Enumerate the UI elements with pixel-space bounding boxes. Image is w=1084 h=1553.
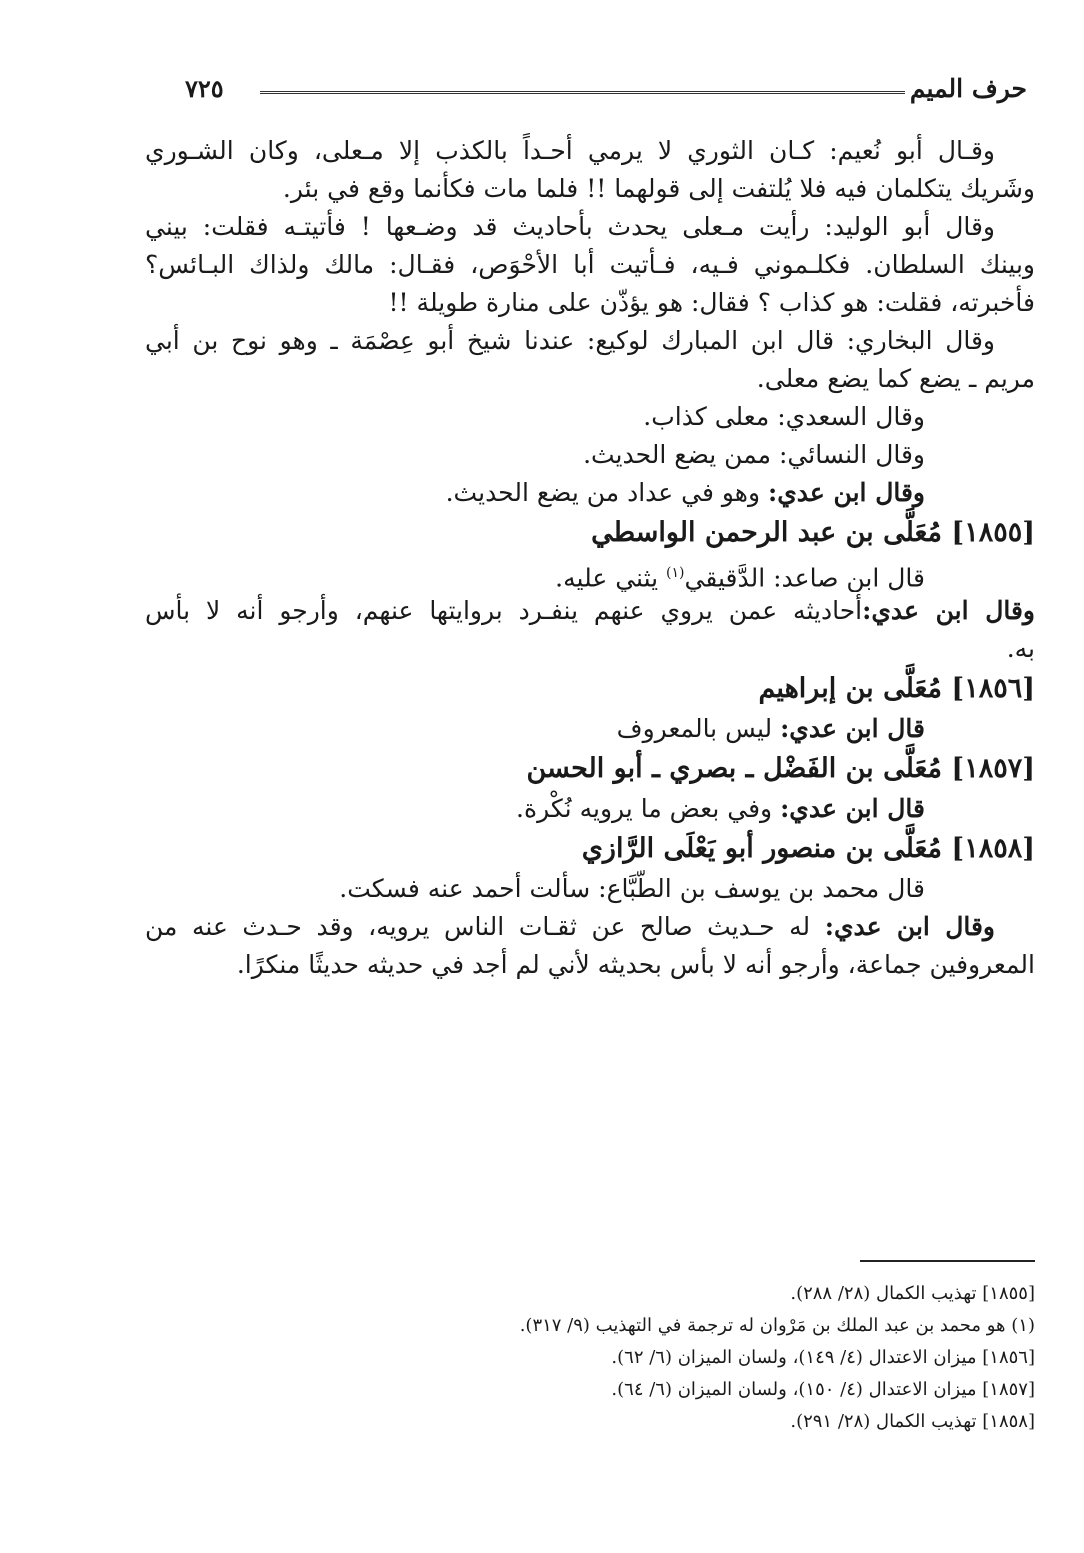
speaker-label: وقال ابن عدي: <box>824 912 996 941</box>
text-line <box>145 554 1035 592</box>
text-line: وقال البخاري: قال ابن المبارك لوكيع: عندنا شيخ أبو عِصْمَة ـ وهو نوح بن أبي <box>145 326 995 355</box>
header-rule <box>260 91 905 94</box>
footnotes <box>145 1278 1035 1438</box>
footnote-item: [١٨٥٨] تهذيب الكمال (٢٨/ ٢٩١). <box>790 1411 1035 1432</box>
text-line: وقـال أبو نُعيم: كـان الثوري لا يرمي أحـداً بالكذب إلا مـعلى، وكان الشـوري <box>145 136 995 165</box>
quote-text: وفي بعض ما يرويه نُكْرة. <box>516 794 781 823</box>
footnote-item: (١) هو محمد بن عبد الملك بن مَرْوان له ترجمة في التهذيب (٩/ ٣١٧). <box>519 1315 1035 1336</box>
text-line: وبينك السلطان. فكلـموني فـيه، فـأتيت أبا الأحْوَص، فقـال: مالك ولذاك البـائس؟ <box>145 250 1035 279</box>
text-line <box>145 592 1035 630</box>
speaker-label: قال ابن عدي: <box>780 794 925 823</box>
footnote-separator <box>860 1260 1035 1262</box>
text-line <box>145 908 1035 946</box>
speaker-label: وقال ابن عدي: <box>768 478 925 507</box>
quote-text: قال ابن صاعد: الدَّقيقي <box>684 563 925 592</box>
text-line <box>145 710 1035 748</box>
quote-text: وهو في عداد من يضع الحديث. <box>445 478 769 507</box>
text-line: فأخبرته، فقلت: هو كذاب ؟ فقال: هو يؤذّن على منارة طويلة !! <box>388 288 1035 317</box>
entry-heading-1856: [١٨٥٦] مُعَلَّى بن إبراهيم <box>758 673 1035 704</box>
text-line: وشَريك يتكلمان فيه فلا يُلتفت إلى قولهما !! فلما مات فكأنما وقع في بئر. <box>282 174 1035 203</box>
footnote-item: [١٨٥٥] تهذيب الكمال (٢٨/ ٢٨٨). <box>790 1283 1035 1304</box>
text-line <box>145 474 1035 512</box>
speaker-label: قال ابن عدي: <box>780 714 925 743</box>
page-number: ٧٢٥ <box>185 74 224 103</box>
text-line: وقال النسائي: ممن يضع الحديث. <box>583 440 925 469</box>
running-header <box>145 70 1035 114</box>
quote-text: يثني عليه. <box>555 563 667 592</box>
text-line: به. <box>1006 634 1035 663</box>
chapter-title: حرف الميم <box>909 74 1027 103</box>
text-line: وقال أبو الوليد: رأيت مـعلى يحدث بأحاديث قد وضـعها ! فأتيتـه فقلت: بيني <box>145 212 995 241</box>
text-line <box>145 790 1035 828</box>
text-line: قال محمد بن يوسف بن الطَّبَّاع: سألت أحمد عنه فسكت. <box>339 874 925 903</box>
entry-heading-1857: [١٨٥٧] مُعَلَّى بن الفَضْل ـ بصري ـ أبو الحسن <box>526 753 1035 784</box>
text-line: وقال السعدي: معلى كذاب. <box>643 402 925 431</box>
text-line: المعروفين جماعة، وأرجو أنه لا بأس بحديثه لأني لم أجد في حديثه حديثًا منكرًا. <box>236 950 1035 979</box>
quote-text: ليس بالمعروف <box>616 714 781 743</box>
speaker-label: وقال ابن عدي: <box>862 596 1035 625</box>
entry-heading-1858: [١٨٥٨] مُعَلَّى بن منصور أبو يَعْلَى الرَّازي <box>581 833 1035 864</box>
text-line: مريم ـ يضع كما يضع معلى. <box>756 364 1035 393</box>
book-page <box>145 70 1035 1490</box>
footnote-marker: (١) <box>666 565 685 581</box>
quote-text: أحاديثه عمن يروي عنهم ينفـرد بروايتها عنهم، وأرجو أنه لا بأس <box>145 596 863 625</box>
quote-text: له حـديث صالح عن ثقـات الناس يرويه، وقد حـدث عنه من <box>145 912 825 941</box>
main-text <box>145 132 1035 984</box>
footnote-item: [١٨٥٧] ميزان الاعتدال (٤/ ١٥٠)، ولسان الميزان (٦/ ٦٤). <box>611 1379 1035 1400</box>
entry-heading-1855: [١٨٥٥] مُعَلَّى بن عبد الرحمن الواسطي <box>591 517 1035 548</box>
footnote-item: [١٨٥٦] ميزان الاعتدال (٤/ ١٤٩)، ولسان الميزان (٦/ ٦٢). <box>611 1347 1035 1368</box>
